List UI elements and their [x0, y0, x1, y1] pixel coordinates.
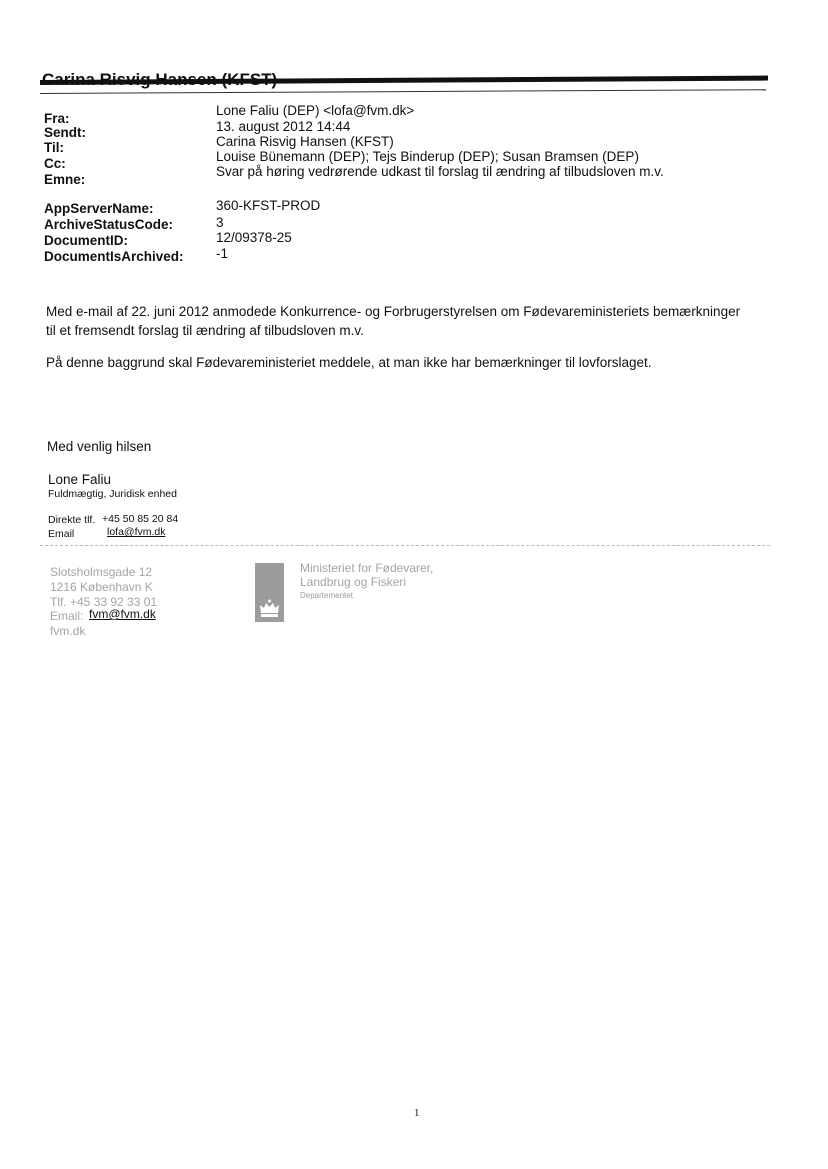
signature-phone: +45 50 85 20 84 [102, 513, 179, 525]
ministry-name-line-2: Landbrug og Fiskeri [300, 575, 407, 589]
meta-value-documentisarchived: -1 [216, 246, 229, 261]
footer-divider [40, 545, 770, 546]
header-label-sent: Sendt: [44, 125, 86, 140]
header-label-from: Fra: [44, 111, 70, 126]
header-label-subject: Emne: [44, 172, 86, 187]
ministry-department: Departementet [300, 591, 353, 600]
ministry-logo [255, 563, 284, 622]
footer-website: fvm.dk [50, 624, 86, 638]
signature-phone-label: Direkte tlf. [48, 514, 96, 526]
meta-label-documentisarchived: DocumentIsArchived: [44, 249, 184, 264]
header-value-to: Carina Risvig Hansen (KFST) [216, 134, 394, 149]
greeting: Med venlig hilsen [47, 439, 152, 454]
signature-email-label: Email [48, 528, 75, 540]
signature-title: Fuldmægtig, Juridisk enhed [48, 488, 177, 500]
footer-email-label: Email: [50, 609, 84, 623]
meta-value-documentid: 12/09378-25 [216, 230, 292, 245]
ministry-name-line-1: Ministeriet for Fødevarer, [300, 561, 434, 575]
body-paragraph-2: På denne baggrund skal Fødevareministeriet meddele, at man ikke har bemærkninger til lovforslaget. [46, 355, 652, 370]
header-label-to: Til: [44, 140, 64, 155]
header-value-sent: 13. august 2012 14:44 [216, 119, 351, 134]
meta-label-appservername: AppServerName: [44, 201, 154, 216]
crown-icon [255, 563, 284, 622]
header-value-cc: Louise Bünemann (DEP); Tejs Binderup (DEP); Susan Bramsen (DEP) [216, 149, 639, 164]
footer-address-line-1: Slotsholmsgade 12 [50, 565, 153, 579]
body-paragraph-1-line-1: Med e-mail af 22. juni 2012 anmodede Konkurrence- og Forbrugerstyrelsen om Fødevareministeriets bemærkninger [46, 304, 741, 319]
signature-name: Lone Faliu [48, 472, 112, 487]
body-paragraph-1-line-2: til et fremsendt forslag til ændring af tilbudsloven m.v. [46, 323, 364, 338]
footer-email-link[interactable]: fvm@fvm.dk [89, 607, 156, 621]
footer-phone: Tlf. +45 33 92 33 01 [50, 595, 158, 609]
header-label-cc: Cc: [44, 156, 66, 171]
header-value-subject: Svar på høring vedrørende udkast til forslag til ændring af tilbudsloven m.v. [216, 164, 664, 179]
meta-label-archivestatuscode: ArchiveStatusCode: [44, 217, 174, 232]
meta-value-archivestatuscode: 3 [216, 215, 224, 230]
meta-value-appservername: 360-KFST-PROD [216, 198, 321, 213]
signature-email-link[interactable]: lofa@fvm.dk [107, 526, 166, 538]
meta-label-documentid: DocumentID: [44, 233, 128, 248]
footer-address-line-2: 1216 København K [50, 580, 153, 594]
header-value-from: Lone Faliu (DEP) <lofa@fvm.dk> [216, 103, 415, 118]
page-number: 1 [414, 1107, 420, 1119]
